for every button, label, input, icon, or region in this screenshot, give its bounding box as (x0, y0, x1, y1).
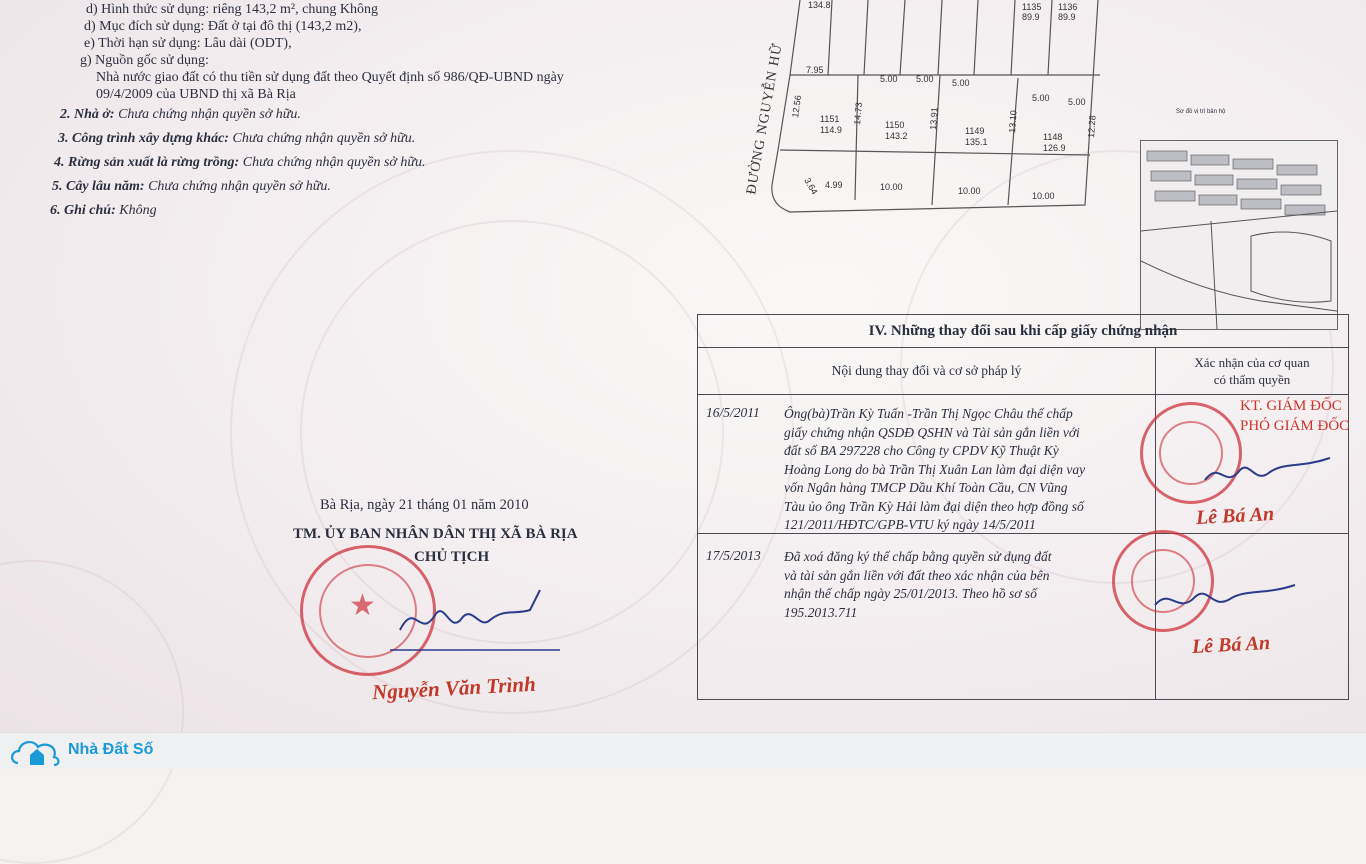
detail-line: e) Thời hạn sử dụng: Lâu dài (ODT), (84, 36, 292, 51)
change-line: vốn Ngân hàng TMCP Dầu Khí Toàn Cầu, CN Vũng (784, 480, 1068, 495)
detail-line: g) Nguồn gốc sử dụng: (80, 53, 209, 68)
brand-name: Nhà Đất Số (68, 741, 154, 758)
item-label: 5. Cây lâu năm: (52, 179, 145, 194)
inset-caption: Sơ đồ vị trí bản hộ (1176, 109, 1226, 115)
item-notes (50, 202, 157, 219)
map-lot-area: 89.9 (1022, 12, 1040, 22)
detail-line: Nhà nước giao đất có thu tiền sử dụng đất theo Quyết định số 986/QĐ-UBND ngày (96, 70, 564, 85)
map-dim: 13.10 (1007, 109, 1019, 134)
issuing-org: TM. ỦY BAN NHÂN DÂN THỊ XÃ BÀ RỊA (293, 526, 578, 542)
detail-line: d) Mục đích sử dụng: Đất ở tại đô thị (143,2 m2), (84, 19, 362, 34)
map-lot-id: 1136 (1058, 2, 1078, 12)
change-line: đất số BA 297228 cho Công ty CPDV Kỹ Thuật Kỳ (784, 443, 1059, 458)
change-text (784, 405, 1085, 535)
map-dim: 13.91 (928, 106, 940, 131)
change-date: 16/5/2011 (706, 405, 760, 420)
item-perennial (52, 178, 331, 195)
map-dim: 10.00 (880, 182, 903, 192)
map-lot-area: 126.9 (1043, 143, 1066, 153)
map-lot-id: 1149 (965, 126, 985, 136)
watermark-rosette (0, 560, 184, 864)
chairman-signature (390, 580, 570, 660)
map-lot-id: 1150 (885, 120, 905, 130)
item-label: 3. Công trình xây dựng khác: (58, 131, 229, 146)
house-cloud-icon (8, 735, 64, 767)
item-value: Chưa chứng nhận quyền sở hữu. (232, 131, 416, 146)
item-house (60, 106, 301, 123)
issue-date: Bà Rịa, ngày 21 tháng 01 năm 2010 (320, 497, 529, 513)
approval-signer-2: Lê Bá An (1191, 631, 1271, 659)
land-use-details (0, 0, 690, 230)
map-dim: 5.00 (952, 78, 970, 88)
approval-header-line: Xác nhận của cơ quan (1194, 355, 1310, 370)
change-date: 17/5/2013 (706, 548, 761, 563)
change-line: Tàu ủo ông Trần Kỳ Hải làm đại diện theo hợp đồng số (784, 498, 1084, 514)
map-lot-area: 135.1 (965, 137, 988, 147)
change-line: nhận thế chấp ngày 25/01/2013. Theo hồ sơ số (784, 586, 1037, 601)
approval-title-line1: KT. GIÁM ĐỐC (1240, 398, 1342, 414)
approval-signature (1200, 450, 1340, 500)
map-lot-id: 1148 (1043, 132, 1063, 142)
map-lot-area: 114.9 (820, 125, 842, 135)
item-label: 2. Nhà ở: (60, 107, 115, 122)
location-inset (1140, 140, 1338, 330)
item-label: 6. Ghi chú: (50, 203, 116, 218)
change-line: 121/2011/HĐTC/GPB-VTU ký ngày 14/5/2011 (784, 517, 1036, 532)
change-text (784, 548, 1052, 622)
item-value: Chưa chứng nhận quyền sở hữu. (242, 155, 426, 170)
change-line: Ông(bà)Trần Kỳ Tuấn -Trần Thị Ngọc Châu thế chấp (784, 406, 1073, 421)
change-line: Đã xoá đăng ký thế chấp bằng quyền sử dụng đất (784, 549, 1052, 564)
map-lot-id: 1135 (1022, 2, 1042, 12)
location-inset-map (1141, 141, 1337, 329)
column-content-header: Nội dung thay đổi và cơ sở pháp lý (698, 348, 1156, 395)
map-dim: 3.64 (802, 176, 820, 197)
change-line: và tài sản gắn liền với đất theo xác nhận của bên (784, 567, 1050, 583)
map-dim: 134.8 (808, 0, 831, 10)
item-value: Chưa chứng nhận quyền sở hữu. (148, 179, 331, 194)
change-line: 195.2013.711 (784, 604, 858, 620)
approval-header-line: có thẩm quyền (1213, 372, 1291, 387)
map-dim: 5.00 (1068, 97, 1086, 107)
change-line: Hoàng Long do bà Trần Thị Xuân Lan làm đại diện vay (784, 461, 1086, 477)
item-value: Không (119, 203, 157, 218)
signer-title: CHỦ TỊCH (414, 549, 490, 565)
item-value: Chưa chứng nhận quyền sở hữu. (118, 107, 301, 122)
approval-signer-1: Lê Bá An (1195, 502, 1275, 530)
map-dim: 12.28 (1086, 114, 1098, 139)
map-dim: 5.00 (1032, 93, 1050, 103)
changes-header: IV. Những thay đổi sau khi cấp giấy chứng nhận (698, 315, 1349, 348)
approval-title-line2: PHÓ GIÁM ĐỐC (1240, 418, 1350, 434)
column-approval-header (1156, 348, 1349, 395)
map-lot-id: 1151 (820, 114, 840, 124)
map-dim: 10.00 (1032, 191, 1055, 201)
map-dim: 5.00 (880, 74, 898, 84)
chairman-name: Nguyễn Văn Trình (371, 671, 537, 705)
map-dim: 10.00 (958, 186, 981, 196)
map-street-label: ĐƯỜNG NGUYỄN HỮ (744, 42, 786, 196)
change-line: giấy chứng nhận QSDĐ QSHN và Tài sản gắn liền với (784, 424, 1080, 440)
map-dim: 5.00 (916, 74, 934, 84)
change-entry-1 (698, 395, 1156, 534)
detail-line: 09/4/2009 của UBND thị xã Bà Rịa (96, 87, 296, 102)
map-lot-area: 143.2 (885, 131, 908, 141)
map-dim: 4.99 (825, 180, 843, 190)
footer-bar (0, 732, 1366, 769)
item-other-construction (58, 130, 415, 147)
item-label: 4. Rừng sản xuất là rừng trồng: (54, 155, 240, 170)
land-plot-map (744, 0, 1120, 215)
map-dim: 7.95 (806, 65, 824, 75)
seal-star: ★ (349, 589, 376, 622)
approval-signature (1150, 575, 1300, 625)
map-dim: 12.56 (790, 94, 804, 119)
change-entry-2 (698, 534, 1156, 700)
item-forest (54, 154, 426, 171)
map-lot-area: 89.9 (1058, 12, 1076, 22)
map-dim: 14.73 (852, 101, 864, 126)
detail-line: d) Hình thức sử dụng: riêng 143,2 m², chung Không (86, 2, 378, 17)
